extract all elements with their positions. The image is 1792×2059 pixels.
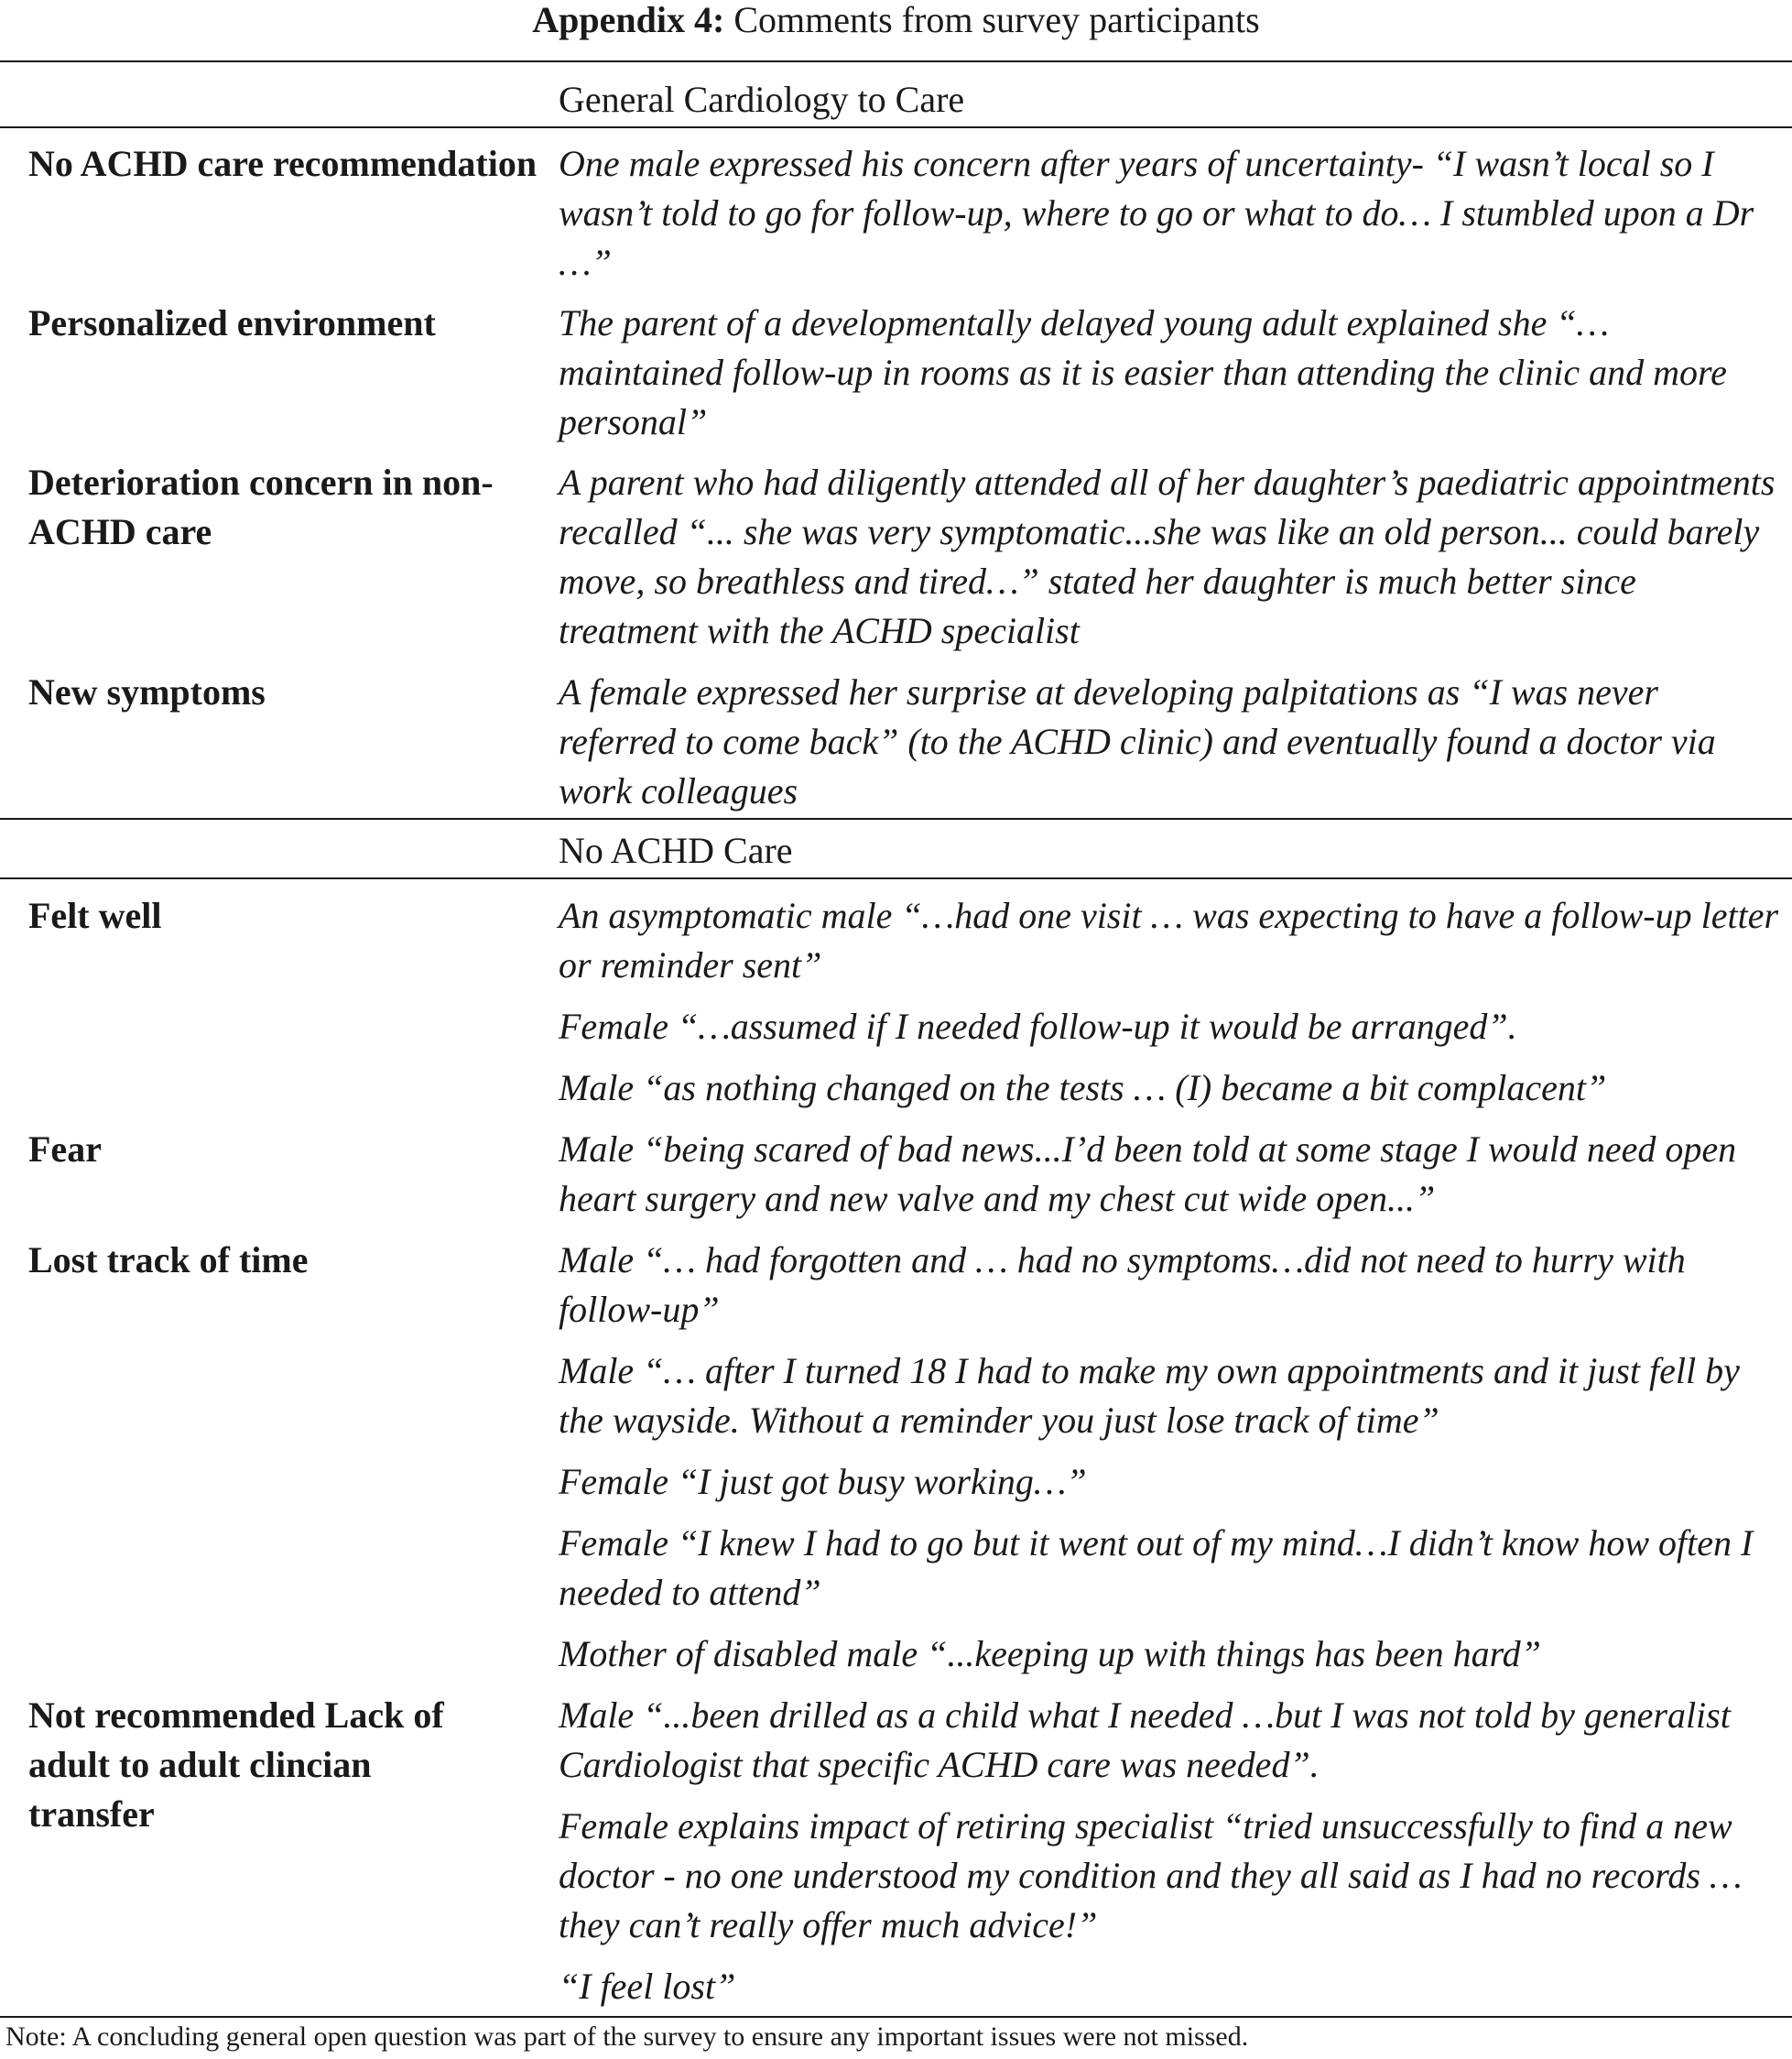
section-rule xyxy=(0,126,1792,128)
quote: A female expressed her surprise at developing palpitations as “I was never referred to come back” (to the ACHD clinic) and eventually found a doctor via work colleagues xyxy=(559,671,1716,812)
bottom-rule xyxy=(0,2016,1792,2018)
quote: Male “as nothing changed on the tests … (I) became a bit complacent” xyxy=(559,1067,1607,1108)
top-rule xyxy=(0,60,1792,62)
table-caption xyxy=(0,0,1792,40)
theme-lost-track-of-time: Lost track of time xyxy=(28,1239,309,1280)
theme-fear: Fear xyxy=(28,1128,102,1170)
quote: Female “I knew I had to go but it went out of my mind…I didn’t know how often I needed to attend” xyxy=(559,1522,1754,1613)
quote: The parent of a developmentally delayed young adult explained she “… maintained follow-up in rooms as it is easier than attending the clinic and more personal” xyxy=(559,302,1727,442)
theme-new-symptoms: New symptoms xyxy=(28,671,266,713)
quote: Male “… after I turned 18 I had to make my own appointments and it just fell by the wayside. Without a reminder you just lose track of time” xyxy=(559,1350,1740,1441)
section-title-no-achd-care: No ACHD Care xyxy=(559,830,793,871)
table-note: Note: A concluding general open question was part of the survey to ensure any important issues were not missed. xyxy=(5,2021,1249,2052)
section-divider xyxy=(0,818,1792,820)
quote: An asymptomatic male “…had one visit … was expecting to have a follow-up letter or reminder sent” xyxy=(559,895,1779,986)
theme-deterioration-concern: Deterioration concern in non- ACHD care xyxy=(28,462,494,552)
caption-text: Comments from survey participants xyxy=(733,0,1260,40)
quote: Female “…assumed if I needed follow-up it would be arranged”. xyxy=(559,1006,1517,1047)
quote: Female explains impact of retiring specialist “tried unsuccessfully to find a new doctor - no one understood my condition and they all said as I had no records … they can’t really offer much advice!” xyxy=(559,1805,1743,1945)
quote: “I feel lost” xyxy=(559,1966,736,2007)
quote: Male “… had forgotten and … had no symptoms…did not need to hurry with follow-up” xyxy=(559,1239,1686,1330)
theme-felt-well: Felt well xyxy=(28,895,162,936)
caption-label: Appendix 4: xyxy=(532,0,725,40)
quote: One male expressed his concern after years of uncertainty- “I wasn’t local so I wasn’t told to go for follow-up, where to go or what to do… I stumbled upon a Dr …” xyxy=(559,143,1754,283)
section-rule xyxy=(0,877,1792,879)
quote: A parent who had diligently attended all of her daughter’s paediatric appointments recalled “... she was very symptomatic...she was like an old person... could barely move, so breathless and tired…” stated her daughter is much better since treatment with the ACHD specialist xyxy=(559,462,1776,651)
theme-personalized-environment: Personalized environment xyxy=(28,302,436,343)
section-title-general-cardiology: General Cardiology to Care xyxy=(559,79,965,120)
quote: Mother of disabled male “...keeping up with things has been hard” xyxy=(559,1633,1541,1674)
theme-not-recommended: Not recommended Lack of adult to adult clincian transfer xyxy=(28,1694,444,1835)
theme-no-achd-recommendation: No ACHD care recommendation xyxy=(28,143,538,184)
quote: Female “I just got busy working…” xyxy=(559,1461,1087,1502)
quote: Male “being scared of bad news...I’d been told at some stage I would need open heart surgery and new valve and my chest cut wide open...” xyxy=(559,1128,1737,1219)
quote: Male “...been drilled as a child what I needed …but I was not told by generalist Cardiologist that specific ACHD care was needed”. xyxy=(559,1694,1731,1785)
